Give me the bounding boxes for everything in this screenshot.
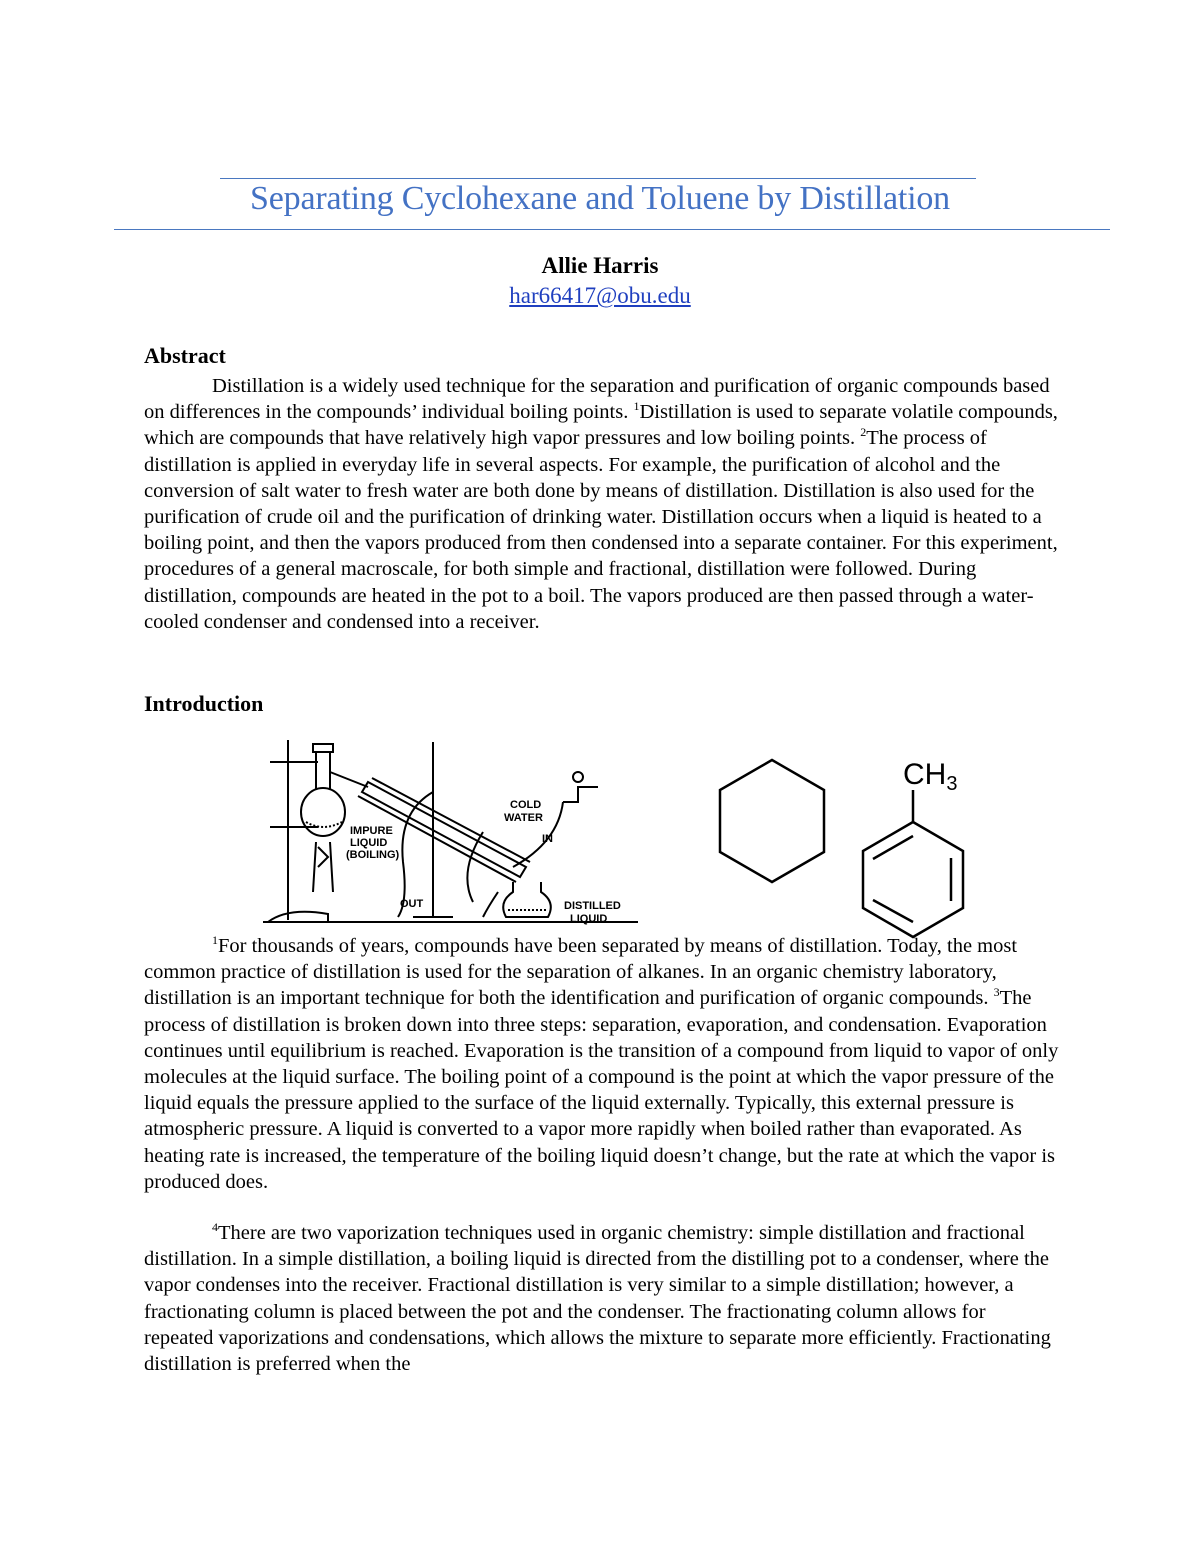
label-boiling: (BOILING) <box>346 849 400 861</box>
methyl-subscript: 3 <box>946 773 958 795</box>
label-out: OUT <box>400 898 424 910</box>
label-distilled: DISTILLED <box>564 900 621 912</box>
author-name: Allie Harris <box>541 253 659 278</box>
reference-marker: 2 <box>860 425 867 440</box>
intro-text-1a: For thousands of years, compounds have been separated by means of distillation. Today, the most common practice of distillation is used for the separation of alkanes. In an organic chemistry laboratory, distillation is an important technique for both the identification and purification of organic compounds. <box>144 935 1018 1010</box>
reference-marker: 1 <box>212 933 218 948</box>
introduction-paragraph-1 <box>144 933 1060 1195</box>
title-rule-top <box>220 178 976 179</box>
document-title: Separating Cyclohexane and Toluene by Distillation <box>250 180 950 217</box>
toluene-structure <box>855 750 975 940</box>
distillation-apparatus-figure <box>258 732 644 932</box>
reference-marker: 1 <box>633 399 640 414</box>
author-email-wrap <box>0 283 1200 309</box>
label-in: IN <box>542 833 553 845</box>
intro-text-1b: The process of distillation is broken down into three steps: separation, evaporation, and condensation. Evaporation continues until equilibrium is reached. Evaporation is the transition of a compound from liquid to vapor of only molecules at the liquid surface. The boiling point of a compound is the point at which the vapor pressure of the liquid equals the pressure applied to the surface of the liquid externally. Typically, this external pressure is atmospheric pressure. A liquid is converted to a vapor more rapidly when boiled rather than evaporated. As heating rate is increased, the temperature of the boiling liquid doesn’t change, but the rate at which the vapor is produced does. <box>144 987 1059 1193</box>
reference-marker: 3 <box>993 985 1000 1000</box>
toluene-ring <box>863 790 963 937</box>
apparatus-labels <box>346 799 621 925</box>
abstract-sentence-3: The process of distillation is applied in everyday life in several aspects. For example, the purification of alcohol and the conversion of salt water to fresh water are both done by means of distillation. Distillation is also used for the purification of crude oil and the purification of drinking water. Distillation occurs when a liquid is heated to a boiling point, and then the vapors produced from then condensed into a separate container. For this experiment, procedures of a general macroscale, for both simple and fractional, distillation were followed. During distillation, compounds are heated in the pot to a boil. The vapors produced are then passed through a water-cooled condenser and condensed into a receiver. <box>144 427 1058 633</box>
apparatus-lines <box>263 740 638 922</box>
introduction-heading: Introduction <box>144 691 264 716</box>
label-water: WATER <box>504 812 543 824</box>
abstract-paragraph <box>144 373 1060 635</box>
methyl-ch: CH <box>903 758 947 791</box>
abstract-heading: Abstract <box>144 343 226 368</box>
author-email-link[interactable]: har66417@obu.edu <box>509 283 691 308</box>
introduction-paragraph-2 <box>144 1220 1060 1377</box>
intro-text-2: There are two vaporization techniques used in organic chemistry: simple distillation and fractional distillation. In a simple distillation, a boiling liquid is directed from the distilling pot to a condenser, where the vapor condenses into the receiver. Fractional distillation is very similar to a simple distillation; however, a fractionating column is placed between the pot and the condenser. The fractionating column allows for repeated vaporizations and condensations, which allows the mixture to separate more efficiently. Fractionating distillation is preferred when the <box>144 1222 1051 1376</box>
methyl-group-label <box>903 758 957 795</box>
label-distilled-liquid: LIQUID <box>570 913 608 925</box>
abstract-sentence-2: Distillation is used to separate volatile compounds, which are compounds that have relatively high vapor pressures and low boiling points. <box>144 401 1058 450</box>
title-rule-bottom <box>114 229 1110 230</box>
cyclohexane-structure <box>712 756 832 886</box>
abstract-sentence-1: Distillation is a widely used technique for the separation and purification of organic compounds based on differences in the compounds’ individual boiling points. <box>144 375 1050 424</box>
label-impure: IMPURE <box>350 825 393 837</box>
reference-marker: 4 <box>212 1220 218 1235</box>
cyclohexane-ring <box>720 760 824 882</box>
label-cold: COLD <box>510 799 542 811</box>
label-liquid: LIQUID <box>350 837 388 849</box>
